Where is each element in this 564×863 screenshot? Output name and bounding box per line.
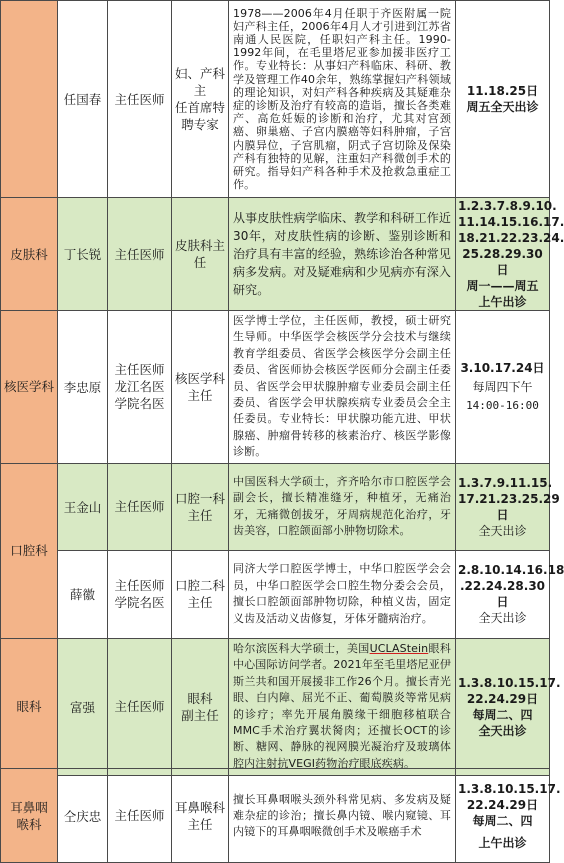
clinic-schedule: 2.8.10.14.16.18 .22.24.28.30日 全天出诊 xyxy=(456,550,550,638)
doctor-bio: 中国医科大学硕士，齐齐哈尔市口腔医学会副会长，擅长精准缝牙，种植牙，无痛治牙，无痛微创拔牙，牙周病规范化治疗，牙齿美容，口腔颌面部小肿物切除术。 xyxy=(229,463,456,550)
doctor-name: 丁长锐 xyxy=(58,198,108,311)
clinic-schedule: 1.2.3.7.8.9.10. 11.14.15.16.17. 18.21.22.23.24. 25.28.29.30日 周一——周五 上午出诊 xyxy=(456,198,550,311)
doctor-title: 主任医师 xyxy=(108,463,172,550)
doctor-role: 核医学科 主任 xyxy=(172,311,229,464)
doctor-bio: 哈尔滨医科大学硕士，美国UCLAStein眼科中心国际访问学者。2021年至毛里塔尼亚伊斯兰共和国开展援非工作26个月。擅长青光眼、白内障、屈光不正、葡萄膜炎等常见病的诊疗；率先开展角膜缘干细胞移植联合MMC手术治疗翼状胬肉；还擅长OCT的诊断、糖网、静脉的视网膜光凝治疗及玻璃体腔内注射抗VEGI药物治疗眼底疾病。 xyxy=(229,638,456,775)
doctor-title: 主任医师 龙江名医 学院名医 xyxy=(108,311,172,464)
doctor-bio: 擅长耳鼻咽喉头颈外科常见病、多发病及疑难杂症的诊治；擅长鼻内镜、喉内窥镜、耳内镜下的耳鼻咽喉微创手术及喉癌手术 xyxy=(229,769,456,863)
dept-cell-blank xyxy=(1,1,58,198)
doctor-title: 主任医师 学院名医 xyxy=(108,550,172,638)
dept-label: 皮肤科 xyxy=(1,198,58,311)
doctor-role: 口腔一科 主任 xyxy=(172,463,229,550)
clinic-schedule: 1.3.7.9.11.15. 17.21.23.25.29 日 全天出诊 xyxy=(456,463,550,550)
doctor-name: 任国春 xyxy=(58,1,108,198)
clinic-schedule: 3.10.17.24日 每周四下午 14:00-16:00 xyxy=(456,311,550,464)
doctor-name: 富强 xyxy=(58,638,108,775)
dept-label: 眼科 xyxy=(1,638,58,775)
doctor-name: 王金山 xyxy=(58,463,108,550)
table-row xyxy=(1,550,550,638)
doctor-title: 主任医师 xyxy=(108,769,172,863)
dept-label: 核医学科 xyxy=(1,311,58,464)
doctor-role: 皮肤科主 任 xyxy=(172,198,229,311)
doctor-name: 仝庆忠 xyxy=(58,769,108,863)
table-row xyxy=(1,638,550,775)
table-row xyxy=(1,198,550,311)
table-row xyxy=(1,769,550,863)
doctor-bio: 医学博士学位，主任医师，教授，硕士研究生导师。中华医学会核医学分会技术与继续教育学组委员、省医学会核医学分会副主任委员、省医师协会核医学医师分会副主任委员、省医学会甲状腺肿瘤专业委员会副主任委员、省医学会甲状腺疾病专业委员会全主任委员。专业特长：甲状腺功能亢进、甲状腺癌、肿瘤骨转移的核素治疗、核医学影像诊断。 xyxy=(229,311,456,464)
doctor-role: 耳鼻喉科 主任 xyxy=(172,769,229,863)
clinic-schedule: 1.3.8.10.15.17. 22.24.29日 每周二、四 全天出诊 xyxy=(456,638,550,775)
clinic-time: 14:00-16:00 xyxy=(466,398,539,412)
table-row xyxy=(1,311,550,464)
clinic-schedule: 11.18.25日 周五全天出诊 xyxy=(456,1,550,198)
dept-label: 耳鼻咽 喉科 xyxy=(1,769,58,863)
dept-label: 口腔科 xyxy=(1,463,58,638)
doctor-title: 主任医师 xyxy=(108,1,172,198)
doctor-title: 主任医师 xyxy=(108,198,172,311)
table-row xyxy=(1,1,550,198)
doctor-name: 李忠原 xyxy=(58,311,108,464)
clinic-schedule: 1.3.8.10.15.17. 22.24.29日 每周二、四 上午出诊 xyxy=(456,769,550,863)
doctor-bio: 同济大学口腔医学博士，中华口腔医学会会员，中华口腔医学会口腔生物分委会会员，擅长口腔颌面部肿物切除，种植义齿，固定义齿及活动义齿修复，牙体牙髓病治疗。 xyxy=(229,550,456,638)
doctor-role: 口腔二科 主任 xyxy=(172,550,229,638)
doctor-bio: 1978——2006年4月任职于齐医附属一院妇产科主任，2006年4月人才引进到江苏省南通人民医院，任职妇产科主任。1990-1992年间，在毛里塔尼亚参加援非医疗工作。专业特长：从事妇产科临床、科研、教学及管理工作40余年，熟练掌握妇产科领域的理论知识，对妇产科各种疾病及其疑难杂症的诊断及治疗有较高的造诣，擅长各类难产、高危妊娠的诊断和治疗，尤其对宫颈癌、卵巢癌、子宫内膜癌等妇科肿瘤，子宫内膜异位，子宫肌瘤，阴式子宫切除及保染产科有独特的见解，注重妇产科微创手术的研究。指导妇产科各种手术及抢救急重症工作。 xyxy=(229,1,456,198)
doctor-role: 妇、产科主 任首席特 聘专家 xyxy=(172,1,229,198)
doctor-schedule-table-ent xyxy=(0,768,561,863)
doctor-bio: 从事皮肤性病学临床、教学和科研工作近30年，对皮肤性病的诊断、鉴别诊断和治疗具有丰富的经验，熟练诊治各种常见病多发病。对及疑难病和少见病亦有深入研究。 xyxy=(229,198,456,311)
table-row xyxy=(1,463,550,550)
doctor-name: 薛徽 xyxy=(58,550,108,638)
doctor-title: 主任医师 xyxy=(108,638,172,775)
doctor-role: 眼科 副主任 xyxy=(172,638,229,775)
